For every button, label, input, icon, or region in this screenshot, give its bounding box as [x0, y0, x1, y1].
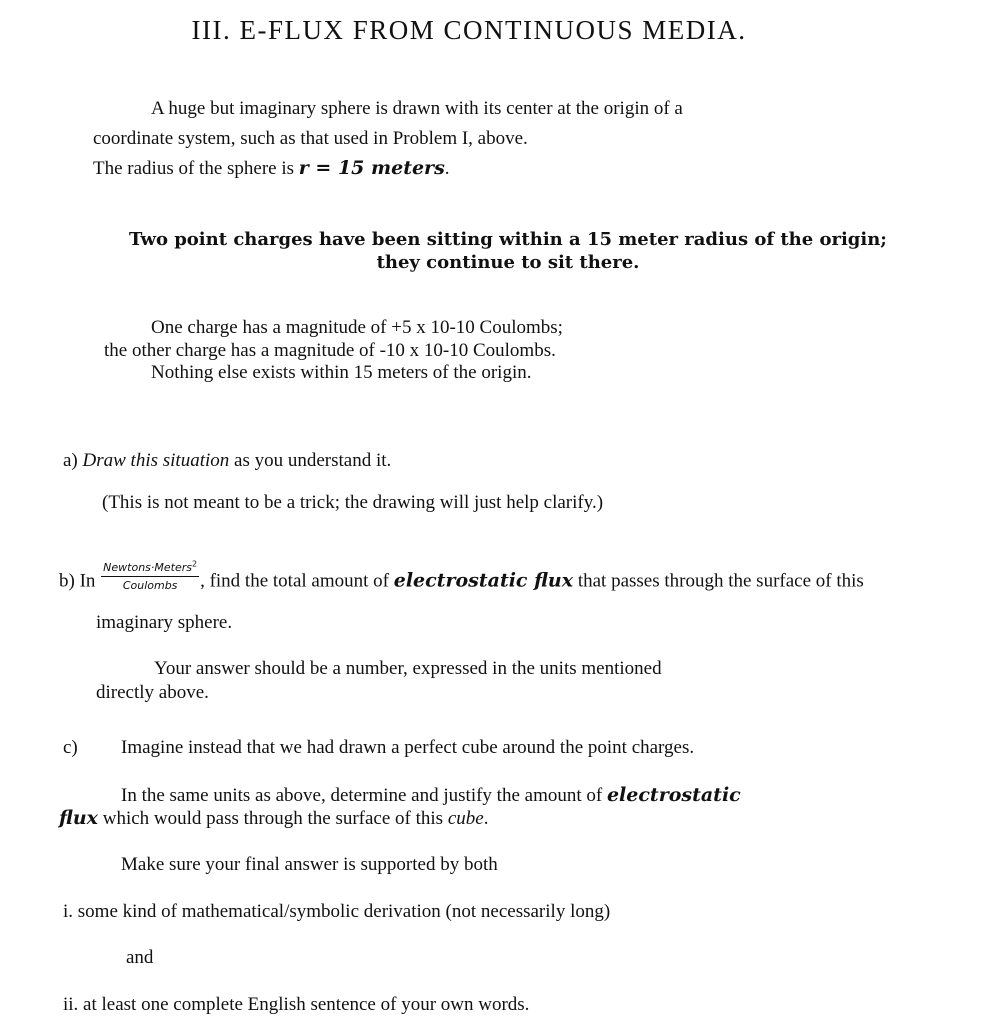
- part-c-label: c): [63, 737, 78, 758]
- part-c-line-1: Imagine instead that we had drawn a perfect cube around the point charges.: [121, 737, 695, 758]
- part-a: [63, 450, 391, 472]
- radius-value: r = 15 meters: [298, 157, 445, 179]
- intro-line-3: [93, 157, 450, 180]
- part-a-label: a): [63, 450, 78, 471]
- part-a-emphasis: Draw this situation: [82, 450, 230, 471]
- charges-line-3: Nothing else exists within 15 meters of the origin.: [151, 362, 532, 383]
- charges-line-1: One charge has a magnitude of +5 x 10-10 Coulombs;: [151, 317, 563, 338]
- part-c-emphasis-1: electrostatic: [606, 784, 741, 806]
- page-title: III. E-FLUX FROM CONTINUOUS MEDIA.: [191, 15, 747, 45]
- part-b-answer-line-1: Your answer should be a number, expressed in the units mentioned: [154, 658, 662, 679]
- part-b-in-word: In: [79, 570, 96, 592]
- part-c-item-i: i. some kind of mathematical/symbolic derivation (not necessarily long): [63, 901, 611, 922]
- part-c-line-2-text: In the same units as above, determine and justify the amount of: [121, 785, 607, 806]
- part-c-and: and: [126, 947, 154, 968]
- part-a-rest: as you understand it.: [229, 450, 392, 471]
- intro-line-3-suffix: .: [444, 158, 450, 179]
- intro-line-2: coordinate system, such as that used in Problem I, above.: [93, 128, 528, 149]
- bold-statement-line-1: Two point charges have been sitting within a 15 meter radius of the origin;: [129, 229, 887, 250]
- part-b-text-a: , find the total amount of: [200, 570, 394, 592]
- part-c-support: Make sure your final answer is supported by both: [121, 854, 498, 875]
- part-c-cube-word: cube: [447, 808, 484, 829]
- part-b-line-1: [59, 559, 864, 598]
- part-c-line-3-text: which would pass through the surface of this: [97, 808, 448, 829]
- units-denominator: Coulombs: [122, 579, 178, 592]
- part-c-line-2: [121, 784, 741, 807]
- part-c-line-3-end: .: [483, 808, 489, 829]
- units-fraction: [101, 561, 199, 593]
- units-exponent: 2: [191, 559, 198, 569]
- part-b-line-2: imaginary sphere.: [96, 612, 233, 633]
- part-c-emphasis-2: flux: [59, 807, 98, 829]
- intro-line-1: A huge but imaginary sphere is drawn with its center at the origin of a: [151, 98, 683, 119]
- intro-line-3-prefix: The radius of the sphere is: [93, 158, 299, 179]
- part-c-item-ii: ii. at least one complete English sentence of your own words.: [63, 994, 530, 1015]
- part-b-answer-line-2: directly above.: [96, 682, 209, 703]
- part-b-text-b: that passes through the surface of this: [573, 570, 864, 592]
- part-b-emphasis: electrostatic flux: [393, 569, 574, 592]
- bold-statement-line-2: they continue to sit there.: [376, 252, 640, 273]
- part-a-note: (This is not meant to be a trick; the drawing will just help clarify.): [102, 492, 604, 513]
- part-b-label: b): [59, 570, 75, 592]
- part-c-line-3: [59, 807, 488, 830]
- units-numerator-text: Newtons·Meters: [103, 561, 192, 574]
- units-numerator: [101, 561, 199, 577]
- charges-line-2: the other charge has a magnitude of -10 x 10-10 Coulombs.: [104, 340, 556, 361]
